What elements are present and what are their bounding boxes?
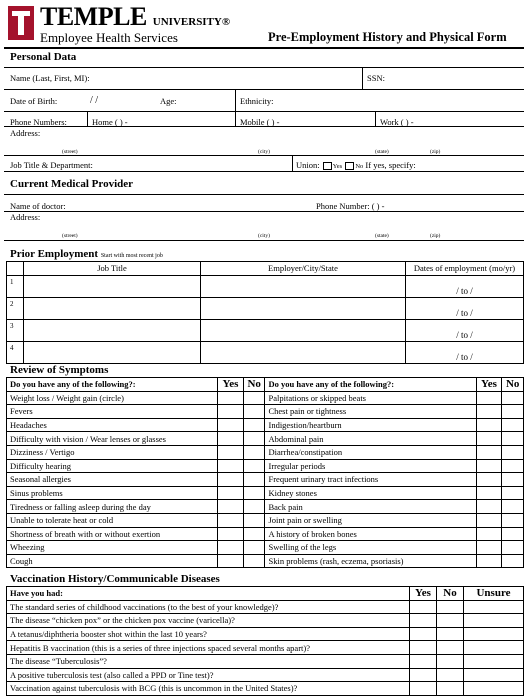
table-row xyxy=(7,459,524,473)
yes-checkbox-cell[interactable] xyxy=(410,654,437,668)
symptom-label: A history of broken bones xyxy=(265,527,476,541)
yes-checkbox-cell[interactable] xyxy=(410,600,437,614)
no-checkbox-cell[interactable] xyxy=(437,641,464,655)
city-caption: (city) xyxy=(258,233,270,239)
brand-subtitle: Employee Health Services xyxy=(40,30,178,45)
vaccination-question: The disease “Tuberculosis”? xyxy=(7,654,410,668)
divider xyxy=(375,111,376,126)
table-row xyxy=(7,391,524,405)
job-title-cell[interactable] xyxy=(24,297,201,319)
brand-name xyxy=(40,2,230,32)
brand-word: TEMPLE xyxy=(40,2,147,31)
form-title: Pre-Employment History and Physical Form xyxy=(268,30,507,44)
divider xyxy=(362,67,363,89)
symptom-label: Cough xyxy=(7,554,218,568)
dob-field-label[interactable]: Date of Birth: xyxy=(10,96,58,106)
mobile-phone-field[interactable]: Mobile ( ) - xyxy=(240,117,280,127)
medical-provider-heading: Current Medical Provider xyxy=(10,178,134,190)
no-checkbox-cell[interactable] xyxy=(502,432,524,446)
address-field-label[interactable]: Address: xyxy=(10,128,41,138)
yes-checkbox-cell[interactable] xyxy=(476,418,502,432)
no-checkbox-cell[interactable] xyxy=(437,682,464,696)
job-title-field-label[interactable]: Job Title & Department: xyxy=(10,160,93,170)
table-row xyxy=(7,418,524,432)
no-checkbox-cell[interactable] xyxy=(502,459,524,473)
no-checkbox-cell[interactable] xyxy=(502,405,524,419)
symptom-label: Sinus problems xyxy=(7,486,218,500)
table-header-row xyxy=(7,378,524,392)
vaccination-question: A positive tuberculosis test (also called a PPD or Tine test)? xyxy=(7,668,410,682)
no-checkbox-cell[interactable] xyxy=(243,432,265,446)
symptom-label: Headaches xyxy=(7,418,218,432)
yes-checkbox-cell[interactable] xyxy=(410,627,437,641)
employer-header: Employer/City/State xyxy=(201,262,406,276)
state-caption: (state) xyxy=(375,233,389,239)
no-checkbox-cell[interactable] xyxy=(243,513,265,527)
no-checkbox-cell[interactable] xyxy=(502,513,524,527)
no-checkbox-cell[interactable] xyxy=(243,554,265,568)
no-checkbox-cell[interactable] xyxy=(502,527,524,541)
table-row xyxy=(7,500,524,514)
vaccination-question: Hepatitis B vaccination (this is a series of three injections spaced several months apart)? xyxy=(7,641,410,655)
no-checkbox-cell[interactable] xyxy=(437,654,464,668)
divider xyxy=(4,126,524,127)
divider xyxy=(235,89,236,111)
no-checkbox-cell[interactable] xyxy=(243,405,265,419)
table-header-row xyxy=(7,587,524,601)
yes-checkbox-cell[interactable] xyxy=(410,668,437,682)
unsure-checkbox-cell[interactable] xyxy=(464,641,524,655)
row-number: 2 xyxy=(7,297,24,319)
city-caption: (city) xyxy=(258,149,270,155)
no-checkbox-cell[interactable] xyxy=(243,527,265,541)
prior-employment-note: Start with most recent job xyxy=(100,253,163,259)
union-no-label: No xyxy=(355,163,364,170)
union-yes-checkbox[interactable] xyxy=(323,162,332,170)
no-checkbox-cell[interactable] xyxy=(437,600,464,614)
unsure-checkbox-cell[interactable] xyxy=(464,614,524,628)
work-phone-field[interactable]: Work ( ) - xyxy=(380,117,414,127)
no-checkbox-cell[interactable] xyxy=(243,486,265,500)
question-header: Do you have any of the following?: xyxy=(265,378,476,392)
vaccination-heading: Vaccination History/Communicable Diseases xyxy=(10,573,220,585)
dates-cell[interactable]: / to / xyxy=(406,297,524,319)
yes-header: Yes xyxy=(410,587,437,601)
job-title-cell[interactable] xyxy=(24,275,201,297)
yes-checkbox-cell[interactable] xyxy=(476,391,502,405)
yes-checkbox-cell[interactable] xyxy=(218,541,244,555)
no-checkbox-cell[interactable] xyxy=(502,473,524,487)
divider xyxy=(4,211,524,212)
table-row xyxy=(7,541,524,555)
dates-cell[interactable]: / to / xyxy=(406,275,524,297)
table-row xyxy=(7,527,524,541)
yes-checkbox-cell[interactable] xyxy=(218,459,244,473)
table-row xyxy=(7,554,524,568)
question-header: Do you have any of the following?: xyxy=(7,378,218,392)
no-checkbox-cell[interactable] xyxy=(437,627,464,641)
dob-slashes: / / xyxy=(90,95,99,106)
no-checkbox-cell[interactable] xyxy=(243,459,265,473)
table-row xyxy=(7,654,524,668)
employer-cell[interactable] xyxy=(201,319,406,341)
yes-checkbox-cell[interactable] xyxy=(476,513,502,527)
street-caption: (street) xyxy=(62,149,78,155)
yes-checkbox-cell[interactable] xyxy=(476,473,502,487)
yes-header: Yes xyxy=(218,378,244,392)
symptom-label: Skin problems (rash, eczema, psoriasis) xyxy=(265,554,476,568)
no-checkbox-cell[interactable] xyxy=(502,391,524,405)
table-row xyxy=(7,473,524,487)
symptom-label: Weight loss / Weight gain (circle) xyxy=(7,391,218,405)
symptom-label: Frequent urinary tract infections xyxy=(265,473,476,487)
yes-checkbox-cell[interactable] xyxy=(476,554,502,568)
no-checkbox-cell[interactable] xyxy=(243,541,265,555)
question-header: Have you had: xyxy=(7,587,410,601)
divider xyxy=(4,89,524,90)
row-number-header xyxy=(7,262,24,276)
job-title-cell[interactable] xyxy=(24,319,201,341)
doctor-name-field-label[interactable]: Name of doctor: xyxy=(10,201,66,211)
symptom-label: Abdominal pain xyxy=(265,432,476,446)
home-phone-field[interactable]: Home ( ) - xyxy=(92,117,128,127)
vaccination-question: Vaccination against tuberculosis with BCG (this is uncommon in the United States)? xyxy=(7,682,410,696)
zip-caption: (zip) xyxy=(430,149,441,155)
dates-cell[interactable]: / to / xyxy=(406,341,524,363)
no-checkbox-cell[interactable] xyxy=(502,500,524,514)
no-checkbox-cell[interactable] xyxy=(243,473,265,487)
union-no-checkbox[interactable] xyxy=(345,162,354,170)
name-field-label[interactable]: Name (Last, First, MI): xyxy=(10,73,90,83)
yes-checkbox-cell[interactable] xyxy=(476,500,502,514)
table-row xyxy=(7,614,524,628)
yes-checkbox-cell[interactable] xyxy=(218,473,244,487)
union-label: Union: xyxy=(296,160,320,170)
symptom-label: Tiredness or falling asleep during the day xyxy=(7,500,218,514)
table-row xyxy=(7,275,524,297)
yes-checkbox-cell[interactable] xyxy=(218,418,244,432)
symptom-label: Fevers xyxy=(7,405,218,419)
ssn-field-label[interactable]: SSN: xyxy=(367,73,385,83)
zip-caption: (zip) xyxy=(430,233,441,239)
no-header: No xyxy=(243,378,265,392)
divider xyxy=(4,240,524,241)
no-checkbox-cell[interactable] xyxy=(243,445,265,459)
yes-checkbox-cell[interactable] xyxy=(476,405,502,419)
yes-checkbox-cell[interactable] xyxy=(476,527,502,541)
no-checkbox-cell[interactable] xyxy=(243,500,265,514)
no-checkbox-cell[interactable] xyxy=(502,554,524,568)
phone-numbers-label: Phone Numbers: xyxy=(10,117,67,127)
symptom-label: Unable to tolerate heat or cold xyxy=(7,513,218,527)
symptoms-table xyxy=(6,377,524,568)
header-divider xyxy=(4,47,524,49)
temple-logo xyxy=(8,6,34,40)
yes-checkbox-cell[interactable] xyxy=(218,554,244,568)
no-checkbox-cell[interactable] xyxy=(437,668,464,682)
divider xyxy=(4,194,524,195)
yes-checkbox-cell[interactable] xyxy=(218,486,244,500)
table-row xyxy=(7,668,524,682)
no-checkbox-cell[interactable] xyxy=(502,541,524,555)
yes-checkbox-cell[interactable] xyxy=(410,641,437,655)
union-yes-label: Yes xyxy=(332,163,343,170)
row-number: 1 xyxy=(7,275,24,297)
symptom-label: Seasonal allergies xyxy=(7,473,218,487)
doctor-phone-field[interactable]: Phone Number: ( ) - xyxy=(316,201,385,211)
no-checkbox-cell[interactable] xyxy=(502,486,524,500)
no-header: No xyxy=(437,587,464,601)
no-checkbox-cell[interactable] xyxy=(437,614,464,628)
union-question xyxy=(296,160,416,170)
unsure-checkbox-cell[interactable] xyxy=(464,682,524,696)
yes-checkbox-cell[interactable] xyxy=(218,432,244,446)
table-header-row xyxy=(7,262,524,276)
prior-employment-heading xyxy=(10,248,163,260)
prior-employment-table xyxy=(6,261,524,364)
no-checkbox-cell[interactable] xyxy=(243,418,265,432)
table-row xyxy=(7,641,524,655)
table-row xyxy=(7,341,524,363)
yes-checkbox-cell[interactable] xyxy=(218,527,244,541)
symptom-label: Wheezing xyxy=(7,541,218,555)
symptom-label: Kidney stones xyxy=(265,486,476,500)
symptom-label: Irregular periods xyxy=(265,459,476,473)
vaccination-question: A tetanus/diphtheria booster shot within the last 10 years? xyxy=(7,627,410,641)
yes-header: Yes xyxy=(476,378,502,392)
dates-header: Dates of employment (mo/yr) xyxy=(406,262,524,276)
divider xyxy=(4,67,524,68)
yes-checkbox-cell[interactable] xyxy=(218,513,244,527)
unsure-checkbox-cell[interactable] xyxy=(464,627,524,641)
unsure-header: Unsure xyxy=(464,587,524,601)
row-number: 4 xyxy=(7,341,24,363)
symptom-label: Difficulty with vision / Wear lenses or glasses xyxy=(7,432,218,446)
brand-suffix: UNIVERSITY® xyxy=(152,16,231,28)
yes-checkbox-cell[interactable] xyxy=(476,459,502,473)
no-checkbox-cell[interactable] xyxy=(502,418,524,432)
employer-cell[interactable] xyxy=(201,341,406,363)
job-title-header: Job Title xyxy=(24,262,201,276)
yes-checkbox-cell[interactable] xyxy=(218,500,244,514)
yes-checkbox-cell[interactable] xyxy=(476,445,502,459)
table-row xyxy=(7,319,524,341)
table-row xyxy=(7,486,524,500)
divider xyxy=(4,171,524,172)
symptom-label: Swelling of the legs xyxy=(265,541,476,555)
logo-t-stem xyxy=(18,11,24,35)
symptom-label: Joint pain or swelling xyxy=(265,513,476,527)
divider xyxy=(235,111,236,126)
doctor-address-field-label[interactable]: Address: xyxy=(10,212,41,222)
symptoms-heading: Review of Symptoms xyxy=(10,364,109,376)
table-row xyxy=(7,432,524,446)
table-row xyxy=(7,445,524,459)
prior-employment-title: Prior Employment xyxy=(10,248,99,260)
vaccination-table xyxy=(6,586,524,696)
symptom-label: Indigestion/heartburn xyxy=(265,418,476,432)
yes-checkbox-cell[interactable] xyxy=(218,405,244,419)
state-caption: (state) xyxy=(375,149,389,155)
age-field-label[interactable]: Age: xyxy=(160,96,177,106)
yes-checkbox-cell[interactable] xyxy=(218,391,244,405)
ethnicity-field-label[interactable]: Ethnicity: xyxy=(240,96,274,106)
personal-data-heading: Personal Data xyxy=(10,51,77,63)
symptom-label: Palpitations or skipped beats xyxy=(265,391,476,405)
no-checkbox-cell[interactable] xyxy=(243,391,265,405)
symptom-label: Back pain xyxy=(265,500,476,514)
symptom-label: Diarrhea/constipation xyxy=(265,445,476,459)
table-row xyxy=(7,297,524,319)
street-caption: (street) xyxy=(62,233,78,239)
divider xyxy=(4,155,524,156)
divider xyxy=(87,111,88,126)
vaccination-question: The disease “chicken pox” or the chicken pox vaccine (varicella)? xyxy=(7,614,410,628)
symptom-label: Chest pain or tightness xyxy=(265,405,476,419)
row-number: 3 xyxy=(7,319,24,341)
divider xyxy=(292,155,293,171)
employer-cell[interactable] xyxy=(201,297,406,319)
symptom-label: Dizziness / Vertigo xyxy=(7,445,218,459)
table-row xyxy=(7,405,524,419)
yes-checkbox-cell[interactable] xyxy=(476,432,502,446)
dates-cell[interactable]: / to / xyxy=(406,319,524,341)
unsure-checkbox-cell[interactable] xyxy=(464,654,524,668)
no-header: No xyxy=(502,378,524,392)
table-row xyxy=(7,513,524,527)
job-title-cell[interactable] xyxy=(24,341,201,363)
table-row xyxy=(7,682,524,696)
unsure-checkbox-cell[interactable] xyxy=(464,600,524,614)
yes-checkbox-cell[interactable] xyxy=(476,541,502,555)
yes-checkbox-cell[interactable] xyxy=(476,486,502,500)
divider xyxy=(4,111,524,112)
table-row xyxy=(7,600,524,614)
unsure-checkbox-cell[interactable] xyxy=(464,668,524,682)
employer-cell[interactable] xyxy=(201,275,406,297)
yes-checkbox-cell[interactable] xyxy=(218,445,244,459)
no-checkbox-cell[interactable] xyxy=(502,445,524,459)
vaccination-question: The standard series of childhood vaccinations (to the best of your knowledge)? xyxy=(7,600,410,614)
symptom-label: Difficulty hearing xyxy=(7,459,218,473)
union-specify-label[interactable]: If yes, specify: xyxy=(365,160,416,170)
yes-checkbox-cell[interactable] xyxy=(410,682,437,696)
table-row xyxy=(7,627,524,641)
yes-checkbox-cell[interactable] xyxy=(410,614,437,628)
symptom-label: Shortness of breath with or without exertion xyxy=(7,527,218,541)
